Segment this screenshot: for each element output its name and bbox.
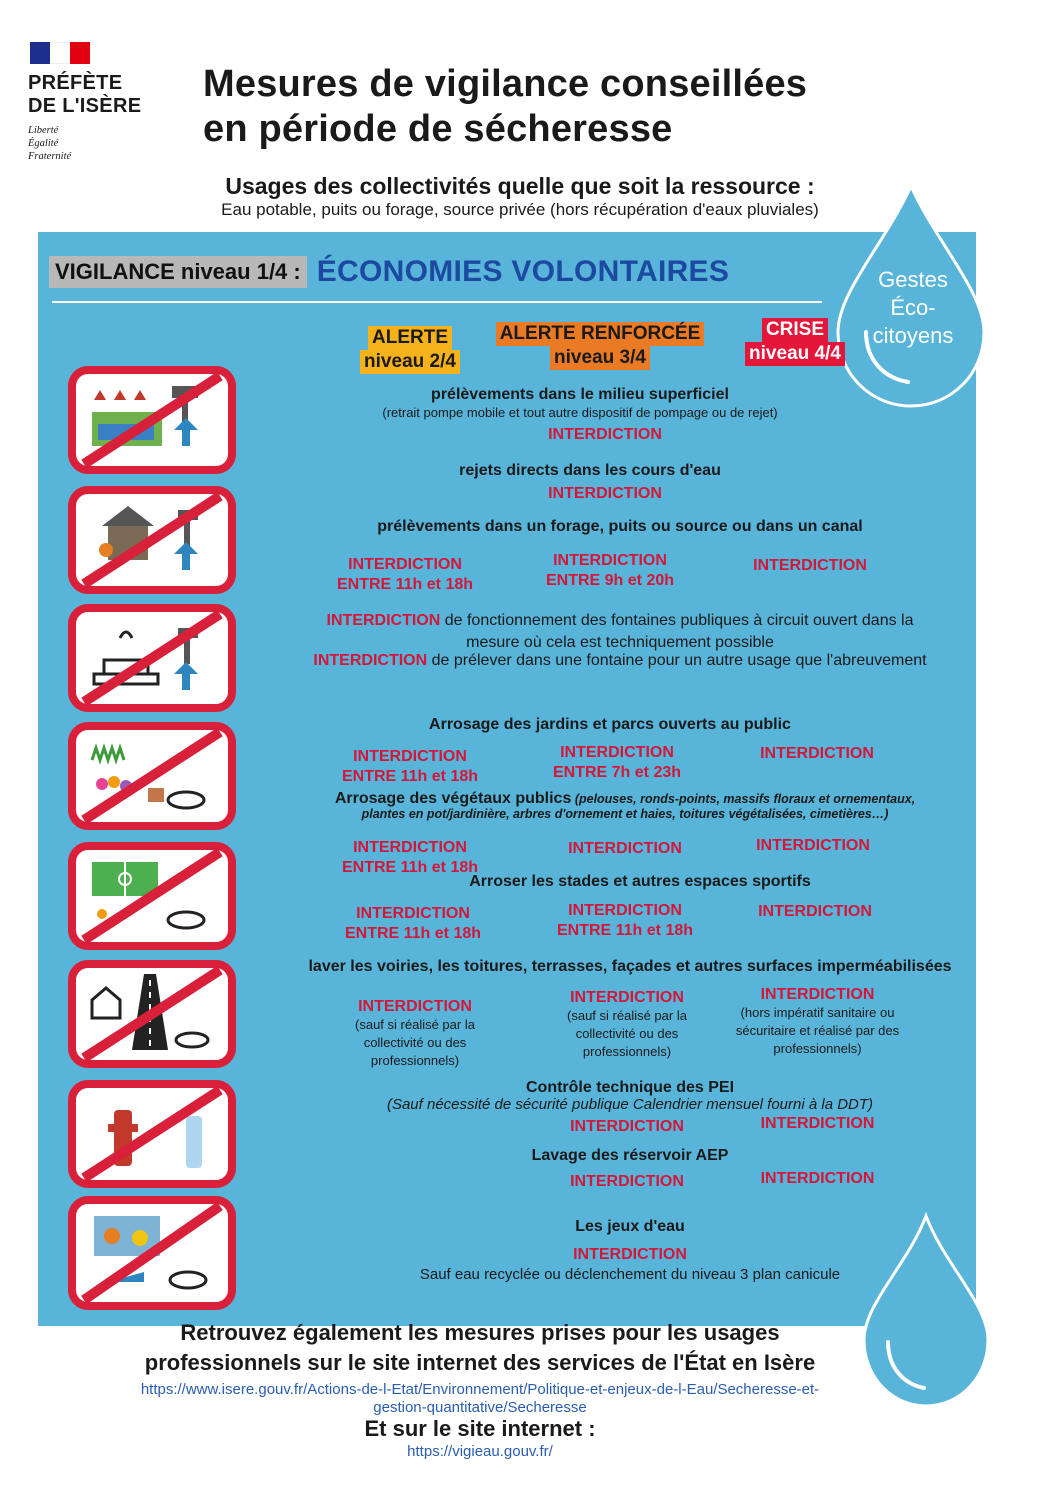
rule-gardens-title: Arrosage des jardins et parcs ouverts au public [429, 716, 791, 733]
rule-gardens-level2: INTERDICTION ENTRE 11h et 18h [341, 748, 479, 785]
page-subtitle: Usages des collectivités quelle que soit la ressource : [225, 173, 815, 199]
rule-fountain-line2: mesure où cela est techniquement possible [466, 634, 774, 651]
rule-vegetation-level2: INTERDICTION ENTRE 11h et 18h [341, 839, 479, 876]
rule-vegetation-note: plantes en pot/jardinière, arbres d'ornement et haies, toitures végétalisées, cimetières…) [361, 807, 889, 821]
prefecture-name: PRÉFÈTE DE L'ISÈRE [28, 72, 142, 117]
rule-reservoir-title: Lavage des réservoir AEP [531, 1147, 729, 1164]
rule-water-games-note: Sauf eau recyclée ou déclenchement du niveau 3 plan canicule [419, 1266, 841, 1283]
road-washing-icon [68, 960, 236, 1068]
rule-washing-title: laver les voiries, les toitures, terrasses, façades et autres surfaces imperméabilisées [308, 958, 952, 975]
rule-reservoir-level4: INTERDICTION [760, 1170, 875, 1187]
rule-surface-withdrawal-title: prélèvements dans le milieu superficiel [431, 386, 729, 403]
rule-washing-level4: INTERDICTION (hors impératif sanitaire ou sécuritaire et réalisé par des professionnels) [735, 986, 900, 1056]
rule-stadiums-level3: INTERDICTION ENTRE 11h et 18h [556, 902, 694, 939]
rule-washing-level3: INTERDICTION (sauf si réalisé par la collectivité ou des professionnels) [567, 989, 687, 1059]
rule-fountain-line1: INTERDICTION de fonctionnement des fontaines publiques à circuit ouvert dans la [326, 612, 914, 629]
republic-motto: Liberté Égalité Fraternité [28, 125, 72, 162]
stadium-watering-icon [68, 842, 236, 950]
rule-vegetation-title: Arrosage des végétaux publics (pelouses, ronds-points, massifs floraux et ornementaux, [334, 790, 916, 807]
level-alerte: ALERTE niveau 2/4 [355, 326, 465, 374]
vigilance-level-label: VIGILANCE niveau 1/4 : [49, 256, 307, 288]
rule-stadiums-level2: INTERDICTION ENTRE 11h et 18h [344, 905, 482, 942]
footer-website-label: Et sur le site internet : [364, 1416, 596, 1441]
rule-well-level3: INTERDICTION ENTRE 9h et 20h [545, 552, 675, 589]
rule-reservoir-level3: INTERDICTION [570, 1173, 684, 1190]
rule-pei-note: (Sauf nécessité de sécurité publique Calendrier mensuel fourni à la DDT) [386, 1096, 874, 1113]
rule-water-games-title: Les jeux d'eau [575, 1218, 685, 1235]
rule-surface-withdrawal-note: (retrait pompe mobile et tout autre dispositif de pompage ou de rejet) [382, 405, 778, 420]
rule-pei-level3: INTERDICTION [570, 1118, 684, 1135]
vigilance-heading [49, 253, 729, 291]
hydrant-icon [68, 1080, 236, 1188]
rule-well-level2: INTERDICTION ENTRE 11h et 18h [336, 556, 474, 593]
fountain-icon [68, 604, 236, 712]
divider [52, 301, 822, 303]
well-pump-icon [68, 486, 236, 594]
water-games-icon [68, 1196, 236, 1310]
prefecture-logo [28, 42, 158, 163]
resource-scope: Eau potable, puits ou forage, source privée (hors récupération d'eaux pluviales) [221, 200, 819, 219]
french-flag-icon [30, 42, 90, 64]
vigilance-level-value: ÉCONOMIES VOLONTAIRES [316, 255, 730, 288]
rule-pei-level4: INTERDICTION [760, 1115, 875, 1132]
garden-watering-icon [68, 722, 236, 830]
level-crise: CRISE niveau 4/4 [735, 318, 855, 366]
rule-vegetation-level3: INTERDICTION [568, 840, 682, 857]
rule-vegetation-level4: INTERDICTION [756, 837, 870, 854]
level-alerte-renforcee: ALERTE RENFORCÉE niveau 3/4 [480, 322, 720, 370]
rule-gardens-level3: INTERDICTION ENTRE 7h et 23h [552, 744, 682, 781]
rule-discharge-value: INTERDICTION [548, 485, 662, 502]
footer-message: Retrouvez également les mesures prises pour les usages professionnels sur le site internet des services de l'État en Isère [144, 1320, 816, 1375]
river-pump-icon [68, 366, 236, 474]
eco-gestures-label: Gestes Éco- citoyens [872, 267, 954, 348]
rule-gardens-level4: INTERDICTION [760, 745, 874, 762]
rule-pei-title: Contrôle technique des PEI [525, 1079, 735, 1096]
rule-discharge-title: rejets directs dans les cours d'eau [459, 462, 721, 479]
rule-stadiums-title: Arroser les stades et autres espaces sportifs [469, 873, 811, 890]
vigieau-link[interactable]: https://vigieau.gouv.fr/ [407, 1443, 553, 1460]
rule-well-title: prélèvements dans un forage, puits ou source ou dans un canal [377, 518, 863, 535]
rule-fountain-line3: INTERDICTION de prélever dans une fontaine pour un autre usage que l'abreuvement [313, 652, 927, 669]
page-title: Mesures de vigilance conseillées en période de sécheresse [203, 63, 808, 150]
rule-surface-withdrawal-value: INTERDICTION [548, 426, 662, 443]
rule-washing-level2: INTERDICTION (sauf si réalisé par la collectivité ou des professionnels) [355, 998, 475, 1068]
rule-water-games-value: INTERDICTION [573, 1246, 687, 1263]
rule-stadiums-level4: INTERDICTION [758, 903, 872, 920]
rule-well-level4: INTERDICTION [753, 557, 867, 574]
prefecture-link[interactable]: https://www.isere.gouv.fr/Actions-de-l-Etat/Environnement/Politique-et-enjeux-de-l-Eau/Secheresse-et- gestion-quantitative/Secheresse [140, 1381, 820, 1416]
